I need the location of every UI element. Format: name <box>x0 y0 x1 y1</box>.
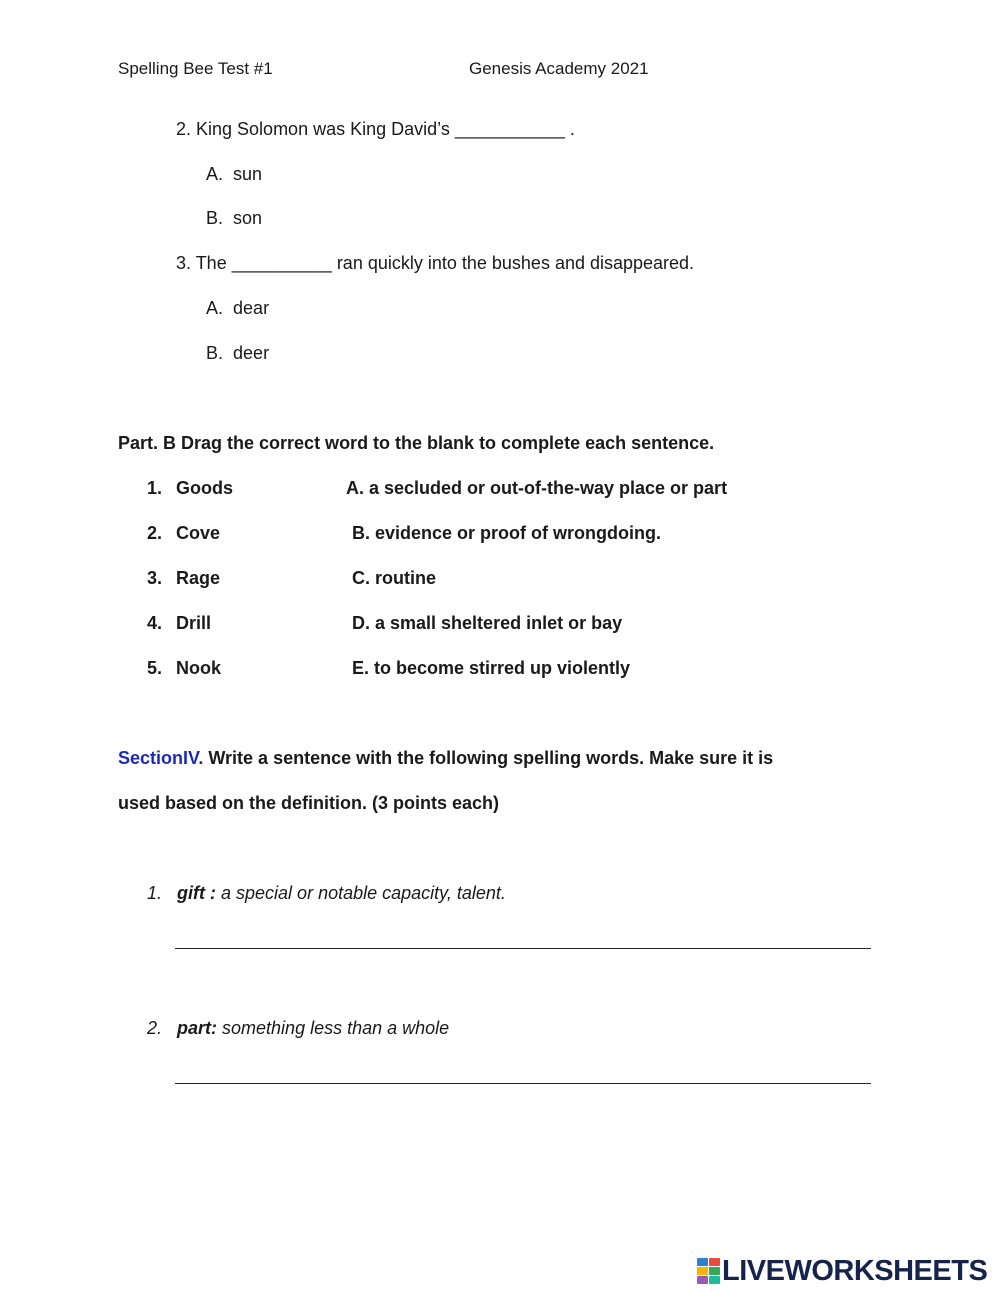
match-definition-e: E. to become stirred up violently <box>352 658 631 678</box>
item-word: gift : <box>177 883 217 903</box>
question-3-option-a[interactable] <box>206 298 269 319</box>
part-b-title: Part. B Drag the correct word to the blank to complete each sentence. <box>118 433 715 453</box>
section-4-instruction-line-2: used based on the definition. (3 points each) <box>118 793 500 813</box>
option-letter: A. <box>206 298 224 318</box>
match-number: 3. <box>147 568 163 588</box>
match-number: 2. <box>147 523 163 543</box>
item-definition: something less than a whole <box>217 1018 450 1038</box>
question-2-option-a[interactable] <box>206 164 262 185</box>
header-left: Spelling Bee Test #1 <box>118 59 273 78</box>
match-word-rage[interactable]: Rage <box>176 568 221 588</box>
match-word-nook[interactable]: Nook <box>176 658 221 678</box>
section-4-instruction-line-1: Write a sentence with the following spelling words. Make sure it is <box>203 748 774 768</box>
option-text: sun <box>233 164 263 184</box>
section-4-instruction <box>118 748 773 769</box>
match-word-drill[interactable]: Drill <box>176 613 212 633</box>
answer-line-gift[interactable] <box>175 948 871 949</box>
item-definition: a special or notable capacity, talent. <box>216 883 506 903</box>
match-definition-c: C. routine <box>352 568 436 588</box>
question-3-option-b[interactable] <box>206 343 269 364</box>
sentence-item-gift <box>147 883 506 904</box>
match-definition-d: D. a small sheltered inlet or bay <box>352 613 623 633</box>
match-definition-b: B. evidence or proof of wrongdoing. <box>352 523 661 543</box>
match-number: 5. <box>147 658 163 678</box>
match-word-cove[interactable]: Cove <box>176 523 221 543</box>
option-letter: A. <box>206 164 224 184</box>
option-letter: B. <box>206 208 224 228</box>
answer-line-part[interactable] <box>175 1083 871 1084</box>
question-3-text: 3. The __________ ran quickly into the bushes and disappeared. <box>176 253 695 273</box>
option-text: deer <box>233 343 270 363</box>
item-word: part: <box>177 1018 218 1038</box>
match-number: 1. <box>147 478 163 498</box>
item-number: 1. <box>147 883 163 903</box>
logo-blocks-icon <box>697 1258 720 1284</box>
liveworksheets-logo <box>697 1256 987 1286</box>
match-word-goods[interactable]: Goods <box>176 478 233 498</box>
question-2-option-b[interactable] <box>206 208 262 229</box>
sentence-item-part <box>147 1018 449 1039</box>
section-4-label: SectionIV. <box>118 748 204 768</box>
header-right: Genesis Academy 2021 <box>469 59 649 78</box>
match-definition-a: A. a secluded or out-of-the-way place or part <box>346 478 728 498</box>
item-number: 2. <box>147 1018 163 1038</box>
option-letter: B. <box>206 343 224 363</box>
question-2-text: 2. King Solomon was King David’s ___________ . <box>176 119 575 139</box>
match-number: 4. <box>147 613 163 633</box>
logo-text: LIVEWORKSHEETS <box>722 1254 988 1287</box>
option-text: dear <box>233 298 270 318</box>
option-text: son <box>233 208 263 228</box>
